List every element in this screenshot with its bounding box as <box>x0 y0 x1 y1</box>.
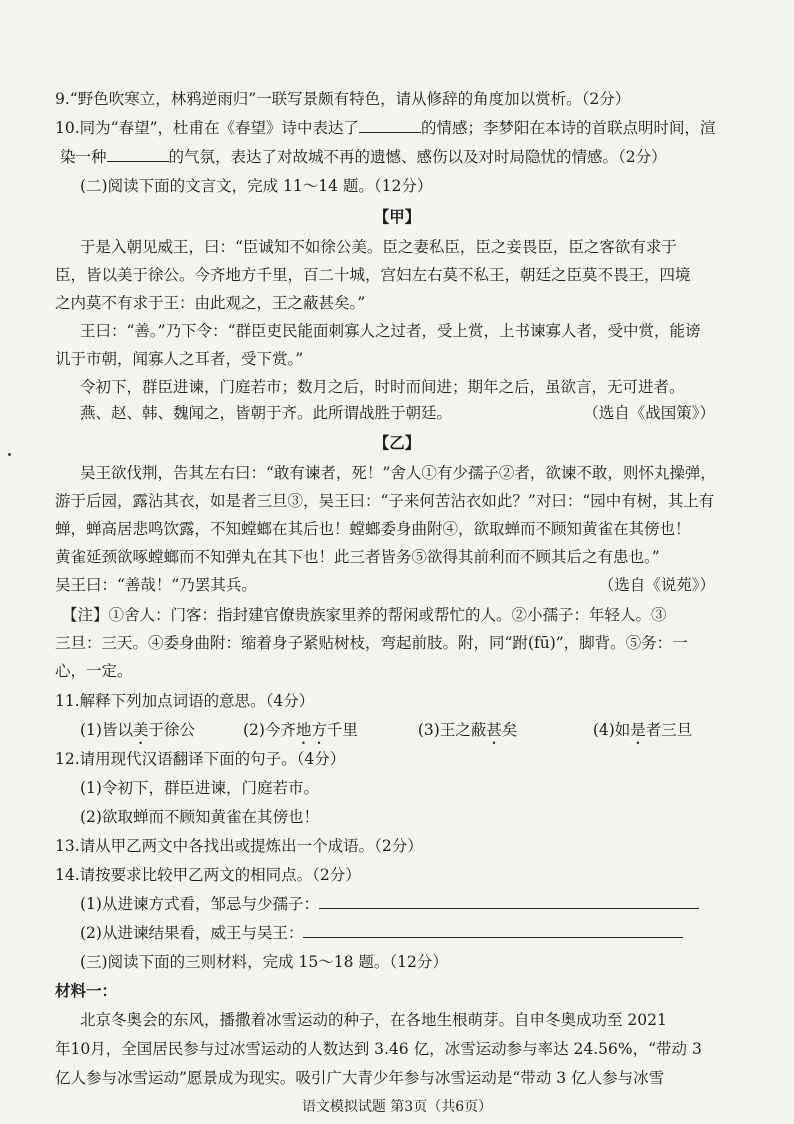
jia-line-1: 于是入朝见威王，曰：“臣诚知不如徐公美。臣之妻私臣，臣之妾畏臣，臣之客欲有求于 <box>80 238 677 256</box>
yi-line-3: 蝉，蝉高居悲鸣饮露，不知螳螂在其后也！螳螂委身曲附④，欲取蝉而不顾知黄雀在其傍也！ <box>55 520 691 538</box>
q12-sentence-2: (2)欲取蝉而不顾知黄雀在其傍也！ <box>80 808 319 826</box>
jia-source: （选自《战国策》） <box>583 404 715 422</box>
q10-text-c: 染一种 <box>60 148 107 166</box>
q14-answer-line-2[interactable] <box>303 923 683 938</box>
q10-text-b: 的情感；李梦阳在本诗的首联点明时间，渲 <box>421 119 716 137</box>
q11-option-4: (4)如是者三旦 <box>592 721 693 739</box>
question-10-line-2 <box>60 146 695 168</box>
material-1-title: 材料一： <box>55 981 118 1000</box>
margin-dot <box>8 453 11 456</box>
yi-line-5: 吴王曰：“善哉！”乃罢其兵。 <box>55 576 257 594</box>
note-line-3: 心，一定。 <box>55 662 133 680</box>
q10-blank-2[interactable] <box>107 147 169 162</box>
q14-answer-line-1[interactable] <box>319 894 699 909</box>
jia-line-4: 王曰：“善。”乃下令：“群臣吏民能面刺寡人之过者，受上赏，上书谏寡人者，受中赏，能谤 <box>80 322 701 340</box>
jia-line-3: 之内莫不有求于王：由此观之，王之蔽甚矣。” <box>55 294 366 312</box>
question-11-options <box>80 719 715 748</box>
question-13: 13.请从甲乙两文中各找出或提炼出一个成语。（2分） <box>55 837 423 855</box>
q14-item-2: (2)从进谏结果看，威王与吴王： <box>80 922 715 944</box>
passage-yi-title: 【乙】 <box>373 433 421 452</box>
yi-line-2: 游于后园，露沾其衣，如是者三旦③，吴王曰：“子来何苦沾衣如此？”对曰：“园中有树，其上有 <box>55 492 715 510</box>
passage-jia-title: 【甲】 <box>373 207 421 226</box>
jia-line-6: 令初下，群臣进谏，门庭若市；数月之后，时时而间进；期年之后，虽欲言，无可进者。 <box>80 378 685 396</box>
material-1-line-1: 北京冬奥会的东风，播撒着冰雪运动的种子，在各地生根萌芽。自申冬奥成功至 2021 <box>80 1011 667 1029</box>
question-12-stem: 12.请用现代汉语翻译下面的句子。（4分） <box>55 750 346 768</box>
material-1-line-3: 亿人参与冰雪运动”愿景成为现实。吸引广大青少年参与冰雪运动是“带动 3 亿人参与冰雪 <box>55 1069 665 1087</box>
yi-line-1: 吴王欲伐荆，告其左右曰：“敢有谏者，死！”舍人①有少孺子②者，欲谏不敢，则怀丸操弹， <box>80 464 716 482</box>
q11-option-3: (3)王之蔽甚矣 <box>417 721 518 739</box>
note-line-1: 【注】①舍人：门客：指封建官僚贵族家里养的帮闲或帮忙的人。②小孺子：年轻人。③ <box>62 606 667 624</box>
section-2-heading: (二)阅读下面的文言文，完成 11～14 题。（12分） <box>80 177 433 195</box>
note-line-2: 三旦：三天。④委身曲附：缩着身子紧贴树枝，弯起前肢。附，同“跗(fū)”，脚背。⑤务：一 <box>55 634 688 652</box>
q10-text-a: 10.同为“春望”，杜甫在《春望》诗中表达了 <box>55 119 359 137</box>
jia-line-7: 燕、赵、韩、魏闻之，皆朝于齐。此所谓战胜于朝廷。 <box>80 404 453 422</box>
material-1-line-2: 年10月，全国居民参与过冰雪运动的人数达到 3.46 亿，冰雪运动参与率达 24.56%，“带动 3 <box>55 1040 702 1058</box>
section-3-heading: (三)阅读下面的三则材料，完成 15～18 题。（12分） <box>80 953 448 971</box>
q14-item-1: (1)从进谏方式看，邹忌与少孺子： <box>80 893 715 915</box>
q11-option-1: (1)皆以美于徐公 <box>80 721 195 739</box>
q10-blank-1[interactable] <box>359 118 421 133</box>
question-11-stem: 11.解释下列加点词语的意思。（4分） <box>55 692 315 710</box>
question-14-stem: 14.请按要求比较甲乙两文的相同点。（2分） <box>55 866 361 884</box>
q10-text-d: 的气氛，表达了对故城不再的遗憾、感伤以及对时局隐忧的情感。（2分） <box>168 148 667 166</box>
question-9: 9.“野色吹寒立，林鸦逆雨归”一联写景颇有特色，请从修辞的角度加以赏析。（2分） <box>55 90 631 108</box>
q12-sentence-1: (1)令初下，群臣进谏，门庭若市。 <box>80 779 319 797</box>
jia-line-2: 臣，皆以美于徐公。今齐地方千里，百二十城，宫妇左右莫不私王，朝廷之臣莫不畏王，四境 <box>55 266 691 284</box>
question-10-line-1 <box>55 117 715 139</box>
yi-line-4: 黄雀延颈欲啄螳螂而不知弹丸在其下也！此三者皆务⑤欲得其前利而不顾其后之有患也。” <box>55 548 660 566</box>
page-footer: 语文模拟试题 第3页（共6页） <box>301 1099 493 1115</box>
yi-source: （选自《说苑》） <box>598 576 715 594</box>
jia-line-5: 讥于市朝，闻寡人之耳者，受下赏。” <box>55 350 304 368</box>
q11-option-2: (2)今齐地方千里 <box>242 721 358 739</box>
